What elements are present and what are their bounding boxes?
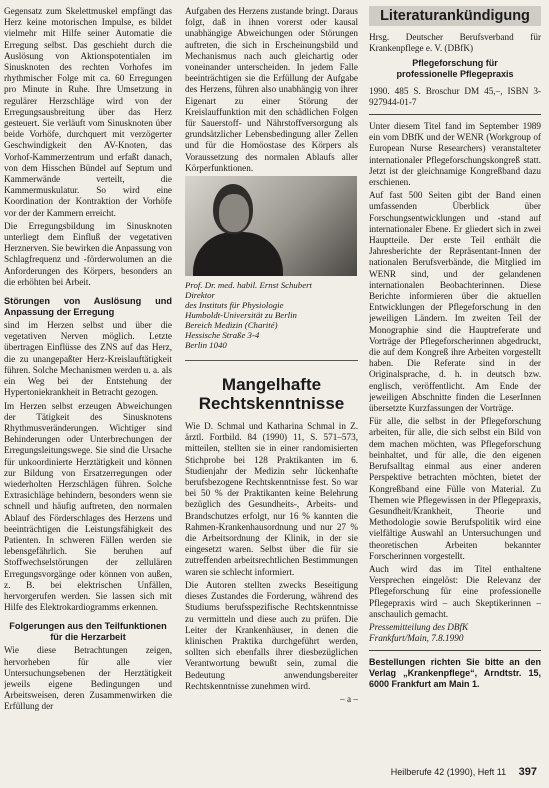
order-info: Bestellungen richten Sie bitte an den Verlag „Krankenpflege“, Arndtstr. 15, 6000 Frankfurt am Main 1. (369, 657, 541, 689)
press-release-note (369, 622, 541, 644)
caption-line: Prof. Dr. med. habil. Ernst Schubert (185, 280, 312, 291)
paragraph: Die Erregungsbildung im Sinusknoten unterliegt dem Einfluß der vegetativen Herznerven. Sie bewirken die Anpassung von Schlagfrequenz und -förderwolumen an die Anforderungen des Körpers, besonders an die erhöhten bei Arbeit. (4, 220, 172, 287)
paragraph: Wie D. Schmal und Katharina Schmal in Z. ärztl. Fortbild. 84 (1990) 11, S. 571–573, mitteilen, stellten sie in einer randomisierten Stichprobe bei 128 Praktikanten im 6. Studienjahr der Medizin sehr lückenhafte berufsbezogene Rechtskenntnisse fest. So war bei 50 % der Praktikanten keine Belehrung bezüglich des Gesundheits-, Arbeits- und Brandschutzes erfolgt, nur 16 % kannten die Rahmen-Krankenhausordnung und nur 27 % die Arbeitsordnung der Klinik, in der sie eingesetzt waren. Selbst über die für sie zutreffenden arbeitsrechtlichen Bestimmungen waren sie schlecht informiert. (185, 421, 358, 577)
column-right (369, 6, 541, 758)
caption-line: Bereich Medizin (Charité) (185, 320, 278, 331)
page-footer (391, 766, 537, 778)
headline-line: Mangelhafte (221, 375, 322, 395)
paragraph: Für alle, die selbst in der Pflegeforschung arbeiten, für alle, die sich selbst ein Bild von dem machen möchten, was Pflegeforschung beinhaltet, und für alle, die den eigenen Berufsalltag einmal aus einer anderen Perspektive betrachten möchten, bietet der Kongreßband eine Fülle von Material. Zu Themen wie Pflegewissen in der Pflegepraxis, Gesundheit/Krankheit, Theorie und Methodologie sowie Berufspolitik wird eine vielfältige Auswahl an Untersuchungen und theoretischen Arbeiten bekannter Forscherinnen vorgestellt. (369, 416, 541, 561)
column-left (4, 6, 172, 758)
section-divider (185, 360, 358, 361)
book-title-line: professionelle Pflegepraxis (396, 69, 514, 79)
article-headline (185, 375, 358, 413)
paragraph: Die Autoren stellten zwecks Beseitigung dieses Zustandes die Forderung, während des Studiums berufsspezifische Rechtskenntnisse zu vermitteln und diese auch zu prüfen. Die Leiter der Krankenhäuser, in denen die klinischen Praktika durchgeführt werden, sollten sich ebenfalls ihrer diesbezüglichen Verantwortung bewußt sein, zumal die Bedeutung anwendungsbereiter Rechtskenntnisse zunehmen wird. (185, 579, 358, 691)
page-number: 397 (518, 766, 537, 778)
subheading: Folgerungen aus den Teilfunktionen für die Herzarbeit (9, 621, 167, 643)
press-line: Pressemitteilung des DBfK (369, 621, 469, 632)
book-title (369, 58, 541, 79)
publisher-line: Hrsg. Deutscher Berufsverband für Krankenpflege e. V. (DBfK) (369, 32, 541, 54)
paragraph: Wie diese Betrachtungen zeigen, hervorheben für alle vier Untersuchungsebenen der Herztätigkeit jeweils eigene Bedingungen und Arbeitsweisen, deren Zusammenwirken die Erfüllung der (4, 645, 172, 712)
book-title-line: Pflegeforschung für (412, 58, 498, 69)
paragraph: Auf fast 500 Seiten gibt der Band einen umfassenden Überblick über Forschungsentwicklungen und -stand auf internationaler Ebene. Er gliedert sich in zwei Hauptteile. Der erste Teil enthält die Jahresberichte der Repräsentant-Innen der nationalen Berufsverbände, die Mitglied im WENR sind, und der gelandenen internationalen Beobachterinnen. Diese Berichte informieren über die aktuellen Entwicklungen der Pflegeforschung in den jeweiligen Ländern. Im zweiten Teil der Monographie sind die Hauptreferate und Vorträge der Pflegeforscherinnen abgedruckt, die auf dem Kongreß ihre Arbeiten vorgestellt haben. Die Referate sind in der Originalsprache, d. h. in deutsch bzw. englisch, veröffentlicht. Am Ende der jeweiligen Abschnitte finden die LeserInnen übersetzte Kurzfassungen der Vorträge. (369, 190, 541, 414)
paragraph: Gegensatz zum Skelettmuskel empfängt das Herz keine motorischen Impulse, es bildet vielmehr mit Hilfe seiner Automatie die Erregung selbst. Das geschieht durch die Auslösung von Aktionspotentialen im Sinusknoten des rechten Vorhofes im rhythmischer Folge mit ca. 60 Erregungen pro Minute in Ruhe. Ihre Umsetzung in regulärer Herzschläge wird von der Erregungsausbreitung über das Herz gesteuert. Sie verläuft vom Sinusknoten über beide Vorhöfe, durchquert mit verzögerter Geschwindigkeit den AV-Knoten, das Vorhof-Kammerzentrum und erfaßt danach, von dem Hisschen Bündel auf Septum und Kammerwände verteilt, die Kammermuskulatur. So wird eine Koordination der Kontraktion der Vorhöfe vor der der Kammern erreicht. (4, 6, 172, 218)
caption-line: Hessische Straße 3-4 (185, 330, 260, 341)
divider (369, 114, 541, 115)
paragraph: Im Herzen selbst erzeugen Abweichungen der Tätigkeit des Sinusknotens Rhythmusveränderungen. Wichtiger sind Behinderungen oder Unterbrechungen der Erregungsleitungswege. Sie sind die Ursache für unkoordinierte Herztätigkeit und können zur Bildung von Ersatzerregungen oder wiederholten Herzschlägen führen. Solche Extrasichläge behindern, besonders wenn sie schnell und häufig auftreten, den normalen Ablauf des Förderschlages des Herzens und beeinträchtigen die Leistungsfähigkeit des Patienten. In schweren Fällen werden sie lebensgefährlich. Sie beruhen auf Stoffwechselstörungen der zellulären Erregungsvorgänge oder können von außen, z. B. bei elektrischen Unfällen, hervorgerufen werden. Sie lassen sich mit Hilfe des Elektrokardiogramms erkennen. (4, 400, 172, 613)
paragraph: Unter diesem Titel fand im September 1989 ein vom DBfK und der WENR (Workgroup of European Nurse Researchers) veranstalteter internationaler Pflegeforschungskongreß statt. Jetzt ist der gleichnamige Kongreßband dazu erschienen. (369, 121, 541, 188)
press-line: Frankfurt/Main, 7.8.1990 (369, 633, 464, 644)
paragraph: Auch wird das im Titel enthaltene Versprechen eingelöst: Die Relevanz der Pflegeforschung für eine professionelle Pflegepraxis wird – auch Skeptikerinnen – anschaulich gemacht. (369, 563, 541, 619)
caption-line: Direktor (185, 290, 215, 301)
divider (369, 650, 541, 651)
portrait-body-shape (193, 232, 283, 276)
caption-line: Berlin 1040 (185, 340, 227, 351)
journal-reference: Heilberufe 42 (1990), Heft 11 (390, 767, 507, 777)
subheading: Störungen von Auslösung und Anpassung der Erregung (4, 296, 172, 318)
author-portrait-photo (185, 176, 357, 276)
caption-line: Humboldt-Universität zu Berlin (185, 310, 297, 321)
caption-line: des Instituts für Physiologie (185, 300, 284, 311)
paragraph: Aufgaben des Herzens zustande bringt. Daraus folgt, daß in ihnen vorerst oder kausal unabhängige Abweichungen oder Störungen auftreten, die sich in Erscheinungsbild und Mechanismus nach auch gleichartig oder voneinander unterscheiden. In jedem Falle beeinträchtigen sie die Erfüllung der Aufgabe des Herzens, führen also unabhängig von ihrer Eigenart zu einer Störung der Kreislauffunktion mit den schädlichen Folgen für Sauerstoff- und Nährstoffversorgung als grundsätzlicher Lebensbedingung aller Zellen und für die Homöostase des Körpers als Voraussetzung des normalen Ablaufs aller Körperfunktionen. (185, 6, 358, 173)
photo-caption (185, 280, 358, 350)
column-middle (185, 6, 358, 758)
book-details: 1990. 485 S. Broschur DM 45,–, ISBN 3-927944-01-7 (369, 85, 541, 107)
author-sign: – a – (340, 693, 358, 704)
portrait-face-shape (219, 194, 249, 232)
section-title: Literaturankündigung (369, 6, 541, 26)
paragraph: sind im Herzen selbst und über die vegetativen Nerven möglich. Letzte übertragen Einflüsse des ZNS auf das Herz, die zu unangepaßter Herz-Kreislauftätigkeit führen. Solche Mechanismen werden u. a. als ein Weg bei der Entstehung der Hypertoniekrankheit in Betracht gezogen. (4, 320, 172, 398)
headline-line: Rechtskenntnisse (198, 394, 345, 414)
